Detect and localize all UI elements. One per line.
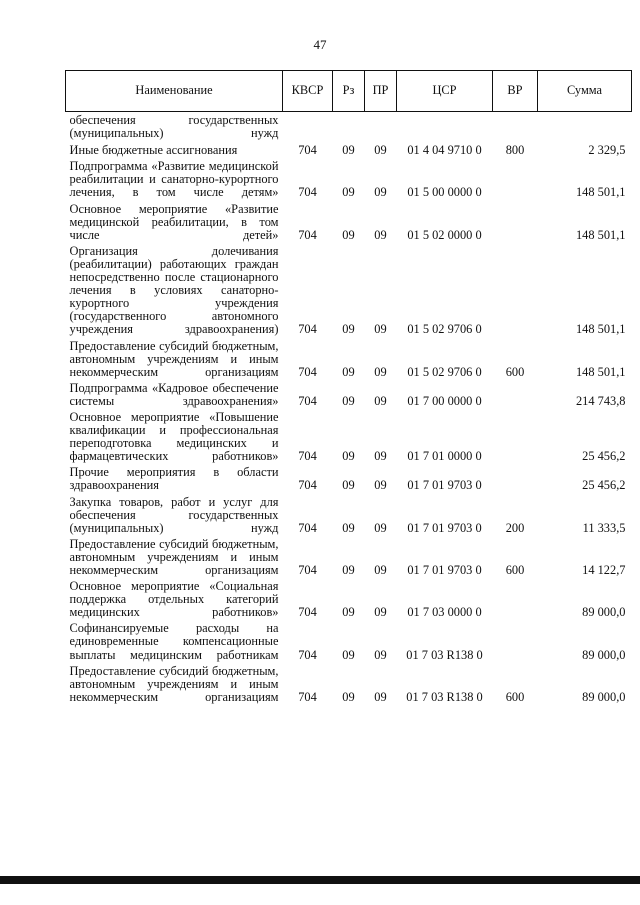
row-csr: 01 7 00 0000 0 — [407, 393, 482, 408]
row-csr: 01 5 02 9706 0 — [407, 322, 482, 337]
row-vr: 600 — [505, 563, 525, 577]
row-vr: 600 — [505, 364, 525, 379]
table-row — [66, 663, 632, 705]
row-sum: 2 329,5 — [588, 143, 626, 158]
row-vr — [493, 380, 538, 409]
row-sum: 148 501,1 — [575, 364, 626, 379]
header-pr: ПР — [365, 71, 397, 112]
row-vr — [493, 201, 538, 243]
row-vr — [493, 243, 538, 338]
row-rz: 09 — [342, 563, 355, 577]
row-name: Предоставление субсидий бюджетным, автономным учреждениям и иным некоммерческим организациям — [69, 536, 279, 577]
row-sum: 11 333,5 — [582, 520, 626, 535]
table-row — [66, 380, 632, 409]
row-name: Иные бюджетные ассигнования — [69, 143, 238, 158]
row-name: Прочие мероприятия в области здравоохранения — [69, 465, 279, 493]
table-header-row — [66, 71, 632, 112]
row-csr: 01 7 03 R138 0 — [406, 647, 483, 662]
row-pr: 09 — [374, 647, 387, 662]
row-sum: 148 501,1 — [575, 185, 626, 200]
row-pr: 09 — [374, 563, 387, 577]
header-name: Наименование — [66, 71, 283, 112]
row-rz: 09 — [342, 393, 355, 408]
row-rz: 09 — [342, 478, 355, 493]
table-row — [66, 464, 632, 493]
row-kvsr: 704 — [298, 563, 317, 577]
table-row — [66, 338, 632, 380]
row-sum: 25 456,2 — [582, 478, 626, 493]
row-pr: 09 — [374, 322, 387, 337]
row-kvsr: 704 — [298, 322, 317, 337]
row-csr: 01 7 01 9703 0 — [407, 520, 482, 535]
row-name: Подпрограмма «Развитие медицинской реабилитации и санаторно-курортного лечения, в том числе детям» — [69, 159, 279, 200]
row-pr — [365, 112, 397, 142]
row-name: Основное мероприятие «Повышение квалификации и профессиональная переподготовка медицинских и фармацевтических работников» — [69, 409, 279, 464]
row-csr: 01 5 00 0000 0 — [407, 185, 482, 200]
row-pr: 09 — [374, 605, 387, 620]
row-kvsr: 704 — [298, 449, 317, 464]
row-pr: 09 — [374, 143, 387, 158]
row-rz: 09 — [342, 322, 355, 337]
row-sum — [538, 112, 632, 142]
row-name: Закупка товаров, работ и услуг для обеспечения государственных (муниципальных) нужд — [69, 494, 279, 535]
budget-table — [65, 70, 632, 705]
row-rz: 09 — [342, 364, 355, 379]
header-rz: Рз — [333, 71, 365, 112]
row-kvsr: 704 — [298, 647, 317, 662]
row-name: Подпрограмма «Кадровое обеспечение системы здравоохранения» — [69, 380, 279, 408]
row-csr: 01 7 03 R138 0 — [406, 689, 483, 704]
row-vr: 800 — [505, 143, 525, 158]
row-sum: 148 501,1 — [575, 227, 626, 242]
row-csr: 01 4 04 9710 0 — [407, 143, 482, 158]
row-name: Предоставление субсидий бюджетным, автономным учреждениям и иным некоммерческим организациям — [69, 338, 279, 379]
row-csr: 01 5 02 0000 0 — [407, 227, 482, 242]
row-kvsr: 704 — [298, 478, 317, 493]
row-vr: 200 — [505, 520, 525, 535]
row-csr: 01 7 01 9703 0 — [407, 563, 482, 577]
row-kvsr: 704 — [298, 227, 317, 242]
row-rz: 09 — [342, 449, 355, 464]
row-sum: 148 501,1 — [575, 322, 626, 337]
row-name: Организация долечивания (реабилитации) работающих граждан непосредственно после стационарного лечения в условиях санаторно-курортного учреждения (государственного автономного учреждения здравоохранения) — [69, 243, 279, 337]
row-sum: 214 743,8 — [575, 393, 626, 408]
page-number: 47 — [313, 37, 327, 52]
row-kvsr: 704 — [298, 143, 317, 158]
table-row — [66, 158, 632, 200]
row-rz: 09 — [342, 605, 355, 620]
row-sum: 14 122,7 — [582, 563, 626, 577]
row-pr: 09 — [374, 478, 387, 493]
row-name: Предоставление субсидий бюджетным, автономным учреждениям и иным некоммерческим организациям — [69, 663, 279, 704]
table-row — [66, 578, 632, 620]
table-row — [66, 141, 632, 158]
table-row — [66, 494, 632, 536]
row-csr: 01 7 01 9703 0 — [407, 478, 482, 493]
table-row — [66, 409, 632, 464]
row-rz: 09 — [342, 185, 355, 200]
row-csr: 01 5 02 9706 0 — [407, 364, 482, 379]
row-pr: 09 — [374, 393, 387, 408]
row-pr: 09 — [374, 364, 387, 379]
row-csr — [397, 112, 493, 142]
row-kvsr: 704 — [298, 520, 317, 535]
row-sum: 89 000,0 — [582, 605, 626, 620]
row-vr — [493, 578, 538, 620]
row-vr — [493, 112, 538, 142]
row-vr — [493, 158, 538, 200]
row-kvsr: 704 — [298, 393, 317, 408]
table-row — [66, 620, 632, 662]
scan-bottom-bar — [0, 876, 640, 884]
row-vr: 600 — [505, 689, 525, 704]
row-name: Софинансируемые расходы на единовременные компенсационные выплаты медицинским работникам — [69, 621, 279, 662]
row-vr — [493, 620, 538, 662]
row-pr: 09 — [374, 449, 387, 464]
header-csr: ЦСР — [397, 71, 493, 112]
row-rz: 09 — [342, 227, 355, 242]
row-sum: 89 000,0 — [582, 647, 626, 662]
row-rz: 09 — [342, 143, 355, 158]
header-vr: ВР — [493, 71, 538, 112]
row-sum: 25 456,2 — [582, 449, 626, 464]
row-pr: 09 — [374, 520, 387, 535]
row-rz: 09 — [342, 520, 355, 535]
row-pr: 09 — [374, 227, 387, 242]
table-row — [66, 243, 632, 338]
row-rz: 09 — [342, 647, 355, 662]
row-name: обеспечения государственных (муниципальных) нужд — [69, 113, 279, 141]
row-sum: 89 000,0 — [582, 689, 626, 704]
table-row — [66, 536, 632, 578]
row-kvsr: 704 — [298, 185, 317, 200]
row-kvsr: 704 — [298, 689, 317, 704]
row-rz: 09 — [342, 689, 355, 704]
row-rz — [333, 112, 365, 142]
row-kvsr — [283, 112, 333, 142]
row-csr: 01 7 01 0000 0 — [407, 449, 482, 464]
table-row — [66, 201, 632, 243]
row-kvsr: 704 — [298, 605, 317, 620]
row-kvsr: 704 — [298, 364, 317, 379]
header-sum: Сумма — [538, 71, 632, 112]
row-name: Основное мероприятие «Социальная поддержка отдельных категорий медицинских работников» — [69, 579, 279, 620]
header-kvsr: КВСР — [283, 71, 333, 112]
row-pr: 09 — [374, 689, 387, 704]
table-row — [66, 112, 632, 142]
row-name: Основное мероприятие «Развитие медицинской реабилитации, в том числе детей» — [69, 201, 279, 242]
row-pr: 09 — [374, 185, 387, 200]
row-vr — [493, 409, 538, 464]
row-vr — [493, 464, 538, 493]
row-csr: 01 7 03 0000 0 — [407, 605, 482, 620]
